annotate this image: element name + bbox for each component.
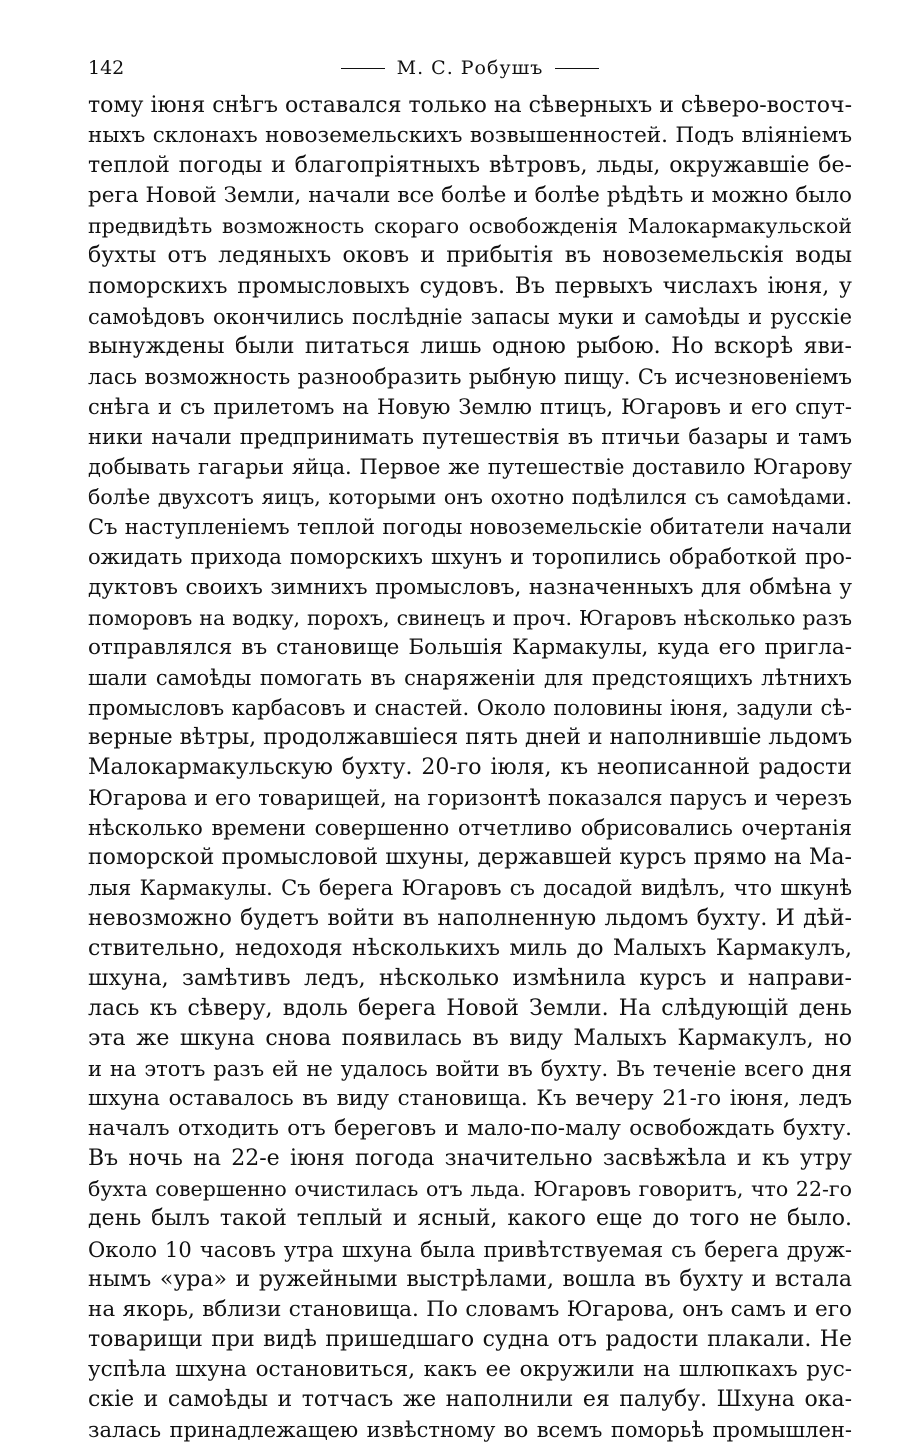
text-line-content: верные вѣтры, продолжавшiеся пять дней и наполнившiе льдомъ [88,724,852,750]
text-line-content: предвидѣть возможность скораго освобожденiя Малокармакульской [88,214,852,239]
text-line [88,663,852,693]
text-line-content: залась принадлежащею извѣстному во всемъ поморьѣ промышлен- [88,1418,852,1443]
text-line-content: Малокармакульскую бухту. 20-го iюля, къ неописанной радости [88,755,852,781]
text-line [88,1144,852,1174]
text-line-content: отправлялся въ становище Большiя Кармакулы, куда его пригла- [88,634,852,660]
text-line [88,181,852,211]
running-head-title: М. С. Робушъ [396,57,544,79]
text-line-content: нымъ «ура» и ружейными выстрѣлами, вошла въ бухту и встала [88,1266,852,1292]
text-line [88,693,852,723]
text-line-content: лась возможность разнообразить рыбную пищу. Съ исчезновенiемъ [88,364,852,389]
text-line [88,151,852,181]
text-line-content: дуктовъ своихъ зимнихъ промысловъ, назначенныхъ для обмѣна у [88,574,852,600]
text-line [88,121,852,151]
text-line [88,873,852,903]
text-line-content: ныхъ склонахъ новоземельскихъ возвышенностей. Подъ влiянiемъ [88,123,852,149]
text-line [88,723,852,753]
text-line-content: ствительно, недоходя нѣсколькихъ миль до Малыхъ Кармакулъ, [88,935,852,961]
text-line-content: добывать гагарьи яйца. Первое же путешествiе доставило Югарову [88,455,852,480]
text-line [88,241,852,271]
text-line-content: день былъ такой теплый и ясный, какого еще до того не было. [88,1206,852,1232]
left-rule [341,68,385,69]
text-line-content: самоѣдовъ окончились послѣднiе запасы муки и самоѣды и русскiе [88,304,852,329]
text-line [88,332,852,362]
text-line-content: тому iюня снѣгъ оставался только на сѣверныхъ и сѣверо-восточ- [88,93,852,118]
text-line-content: скiе и самоѣды и тотчасъ же наполнили ея палубу. Шхуна ока- [88,1387,852,1413]
running-head [88,52,852,84]
text-line [88,1174,852,1204]
text-line [88,1325,852,1355]
text-line-content: на якорь, вблизи становища. По словамъ Югарова, онъ самъ и его [88,1296,852,1322]
text-line [88,1204,852,1234]
text-line-content: Съ наступленiемъ теплой погоды новоземельскiе обитатели начали [88,515,852,540]
text-line [88,813,852,843]
text-line [88,994,852,1024]
text-line-content: бухта совершенно очистилась отъ льда. Югаровъ говоритъ, что 22-го [88,1177,852,1202]
text-line [88,542,852,572]
text-line [88,362,852,392]
text-line [88,964,852,994]
text-line [88,272,852,302]
text-line-content: шхуна оставалось въ виду становища. Къ вечеру 21-го iюня, ледъ [88,1086,852,1112]
text-line-content: лась къ сѣверу, вдоль берега Новой Земли. На слѣдующiй день [88,995,852,1021]
text-line [88,1084,852,1114]
text-line [88,1114,852,1144]
text-line-content: шали самоѣды помогать въ снаряженiи для предстоящихъ лѣтнихъ [88,665,852,690]
text-line [88,1355,852,1385]
text-line [88,1024,852,1054]
text-line-content: Около 10 часовъ утра шхуна была привѣтствуемая съ берега друж- [88,1237,852,1262]
text-line [88,603,852,633]
text-line [88,1054,852,1084]
text-line-content: болѣе двухсотъ яицъ, которыми онъ охотно подѣлился съ самоѣдами. [88,485,852,510]
text-line [88,1385,852,1415]
text-line [88,512,852,542]
text-line [88,1235,852,1265]
text-line [88,934,852,964]
text-line-content: поморскихъ промысловыхъ судовъ. Въ первыхъ числахъ iюня, у [88,273,852,299]
text-line-content: и на этотъ разъ ей не удалось войти въ бухту. Въ теченiе всего дня [88,1057,852,1081]
text-line-content: нѣсколько времени совершенно отчетливо обрисовались очертанiя [88,816,852,841]
text-line [88,1265,852,1295]
page-number: 142 [88,57,125,79]
text-line [88,302,852,332]
text-line [88,573,852,603]
text-line-content: вынуждены были питаться лишь одною рыбою. Но вскорѣ яви- [88,333,852,359]
text-line-content: поморовъ на водку, порохъ, свинецъ и проч. Югаровъ нѣсколько разъ [88,605,852,630]
text-line-content: теплой погоды и благопрiятныхъ вѣтровъ, льды, окружавшiе бе- [88,153,852,179]
right-rule [555,68,599,69]
text-line [88,452,852,482]
text-line-content: промысловъ карбасовъ и снастей. Около половины iюня, задули сѣ- [88,695,852,720]
text-line-content: товарищи при видѣ пришедшаго судна отъ радости плакали. Не [88,1326,852,1352]
text-line [88,482,852,512]
text-line-content: Въ ночь на 22-е iюня погода значительно засвѣжѣла и къ утру [88,1146,852,1172]
page-header [88,52,852,84]
text-line-content: шхуна, замѣтивъ ледъ, нѣсколько измѣнила курсъ и направи- [88,965,852,991]
text-line [88,1415,852,1445]
text-line-content: рега Новой Земли, начали все болѣе и болѣе рѣдѣть и можно было [88,183,852,209]
text-line-content: эта же шкуна снова появилась въ виду Малыхъ Кармакулъ, но [88,1025,852,1051]
text-line-content: ники начали предпринимать путешествiя въ птичьи базары и тамъ [88,425,852,450]
text-line-content: лыя Кармакулы. Съ берега Югаровъ съ досадой видѣлъ, что шкунѣ [88,876,852,901]
text-line-content: бухты отъ ледяныхъ оковъ и прибытiя въ новоземельскiя воды [88,243,852,269]
text-line [88,904,852,934]
text-line [88,1295,852,1325]
text-line [88,211,852,241]
text-line [88,422,852,452]
text-line-content: ожидать прихода поморскихъ шхунъ и торопились обработкой про- [88,545,852,570]
text-line [88,753,852,783]
text-line [88,633,852,663]
body-text [88,91,852,1445]
text-line [88,843,852,873]
text-line-content: Югарова и его товарищей, на горизонтѣ показался парусъ и черезъ [88,786,852,811]
text-line-content: началъ отходить отъ береговъ и мало-по-малу освобождать бухту. [88,1116,852,1142]
text-line-content: снѣга и съ прилетомъ на Новую Землю птицъ, Югаровъ и его спут- [88,394,852,419]
text-line-content: успѣла шхуна остановиться, какъ ее окружили на шлюпкахъ рус- [88,1356,852,1382]
text-line [88,392,852,422]
text-line [88,783,852,813]
book-page [88,52,852,1445]
text-line-content: невозможно будетъ войти въ наполненную льдомъ бухту. И дѣй- [88,905,852,931]
text-line [88,91,852,121]
text-line-content: поморской промысловой шхуны, державшей курсъ прямо на Ма- [88,845,852,871]
